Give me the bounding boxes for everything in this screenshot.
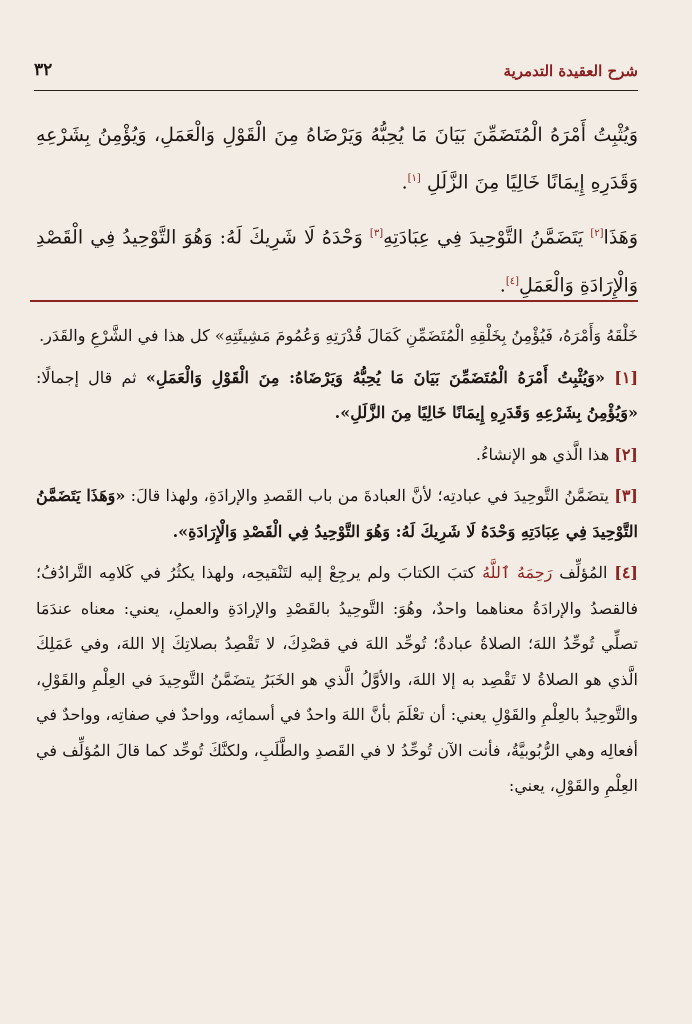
footnote-ref-3: [٣] [369, 228, 384, 240]
main-paragraph-1: وَيُثْبِتُ أَمْرَهُ الْمُتَضَمِّنَ بَيَانَ مَا يُحِبُّهُ وَيَرْضَاهُ مِنَ الْقَوْلِ وَالْعَمَلِ، وَيُؤْمِنُ بِشَرْعِهِ وَقَدَرِهِ إِيمَانًا خَالِيًا مِنَ الزَّلَلِ [١]. [36, 124, 638, 194]
footnote-ref-2: [٢] [590, 228, 604, 240]
note-3-number: [٣] [614, 486, 638, 505]
commentary-intro [36, 318, 638, 354]
main-paragraph-2: وَهَذَا[٢] يَتَضَمَّنُ التَّوْحِيدَ فِي عِبَادَتِهِ[٣] وَحْدَهُ لَا شَرِيكَ لَهُ: وَهُوَ التَّوْحِيدُ فِي الْقَصْدِ وَالْإِرَادَةِ وَالْعَمَلِ[٤]. [36, 226, 638, 296]
note-1-text: ثم قال إجمالًا: [36, 367, 137, 387]
commentary-intro-text: خَلْقَهُ وَأَمْرَهُ، فَيُؤْمِنُ بِخَلْقِهِ الْمُتَضَمِّنِ كَمَالَ قُدْرَتِهِ وَعُمُومَ مَشِيئَتِهِ» كل هذا في الشَّرْعِ والقَدَر. [39, 326, 638, 345]
running-header [34, 56, 638, 91]
note-2-number: [٢] [614, 444, 638, 464]
section-divider [30, 300, 638, 302]
main-paragraph-2-mid: يَتَضَمَّنُ التَّوْحِيدَ فِي عِبَادَتِهِ [383, 226, 584, 249]
commentary-note-4 [36, 555, 638, 804]
main-text [36, 114, 638, 315]
commentary-note-1 [36, 360, 638, 431]
note-2-text: هذا الَّذي هو الإنشاءُ. [475, 444, 610, 464]
note-1-number: [١] [614, 367, 639, 387]
note-4-lead: المُؤلِّف [559, 563, 608, 582]
footnote-ref-4: [٤] [505, 275, 520, 287]
note-1-quote-2: «وَيُؤْمِنُ بِشَرْعِهِ وَقَدَرِهِ إِيمَانًا خَالِيًا مِنَ الزَّلَلِ». [334, 403, 638, 422]
note-3-text: يتضَمَّنُ التَّوحِيدَ في عبادتِه؛ لأنَّ العبادةَ من باب القَصدِ والإرادَةِ، ولهذا قالَ: [130, 486, 609, 505]
commentary-note-3 [36, 478, 638, 549]
main-paragraph-2-lead: وَهَذَا [603, 226, 638, 249]
commentary-note-2 [36, 437, 638, 473]
footnote-ref-1: [١] [407, 173, 421, 184]
book-title: شرح العقيدة التدمرية [503, 62, 638, 80]
note-1-quote: «وَيُثْبِتُ أَمْرَهُ الْمُتَضَمِّنَ بَيَانَ مَا يُحِبُّهُ وَيَرْضَاهُ: مِنَ الْقَوْلِ وَالْعَمَلِ» [145, 367, 606, 387]
page-number: ٣٢ [34, 60, 53, 80]
note-4-number: [٤] [614, 563, 638, 582]
note-4-text: كتبَ الكتابَ ولم يرجِعْ إليه لتَنْقيحِه، ولهذا يكثُرُ في كَلامِه التَّرادُفُ؛ فالقصدُ والإرادَةُ معناهما واحدٌ، وهُوَ: التَّوحِيدُ بالقَصْدِ والإرادَةِ والعملِ، يعني: معناه عندَمَا تصلِّي تُوحِّدُ اللهَ؛ الصلاةُ عبادةٌ؛ تُوحِّد اللهَ في قصْدِكَ، لا تَقْصِدُ بصلاتِكَ إلا اللهَ، وفي عَمَلِكَ الَّذي هو الصلاةُ لا تَقْصِد به إلا اللهَ، والأوَّلُ الَّذي هو الخَبَرُ يتضَمَّنُ التَّوحِيدَ في العِلْمِ والقَوْلِ، والتَّوحِيدُ بالعِلْمِ والقَوْلِ يعني: أن تعْلَمَ بأنَّ اللهَ واحدٌ في أسمائِه، وواحدٌ في صفاتِه، وواحدٌ في أفعالِه وهي الرُّبُوبيَّةُ، فأنت الآن تُوحِّدُ لا في القَصدِ والطَّلَبِ، ولكنَّكَ تُوحِّد كما قالَ المُؤلِّف في العِلْمِ والقَوْلِ، يعني: [36, 563, 638, 795]
commentary [36, 318, 638, 810]
note-3-quote: «وَهَذَا يَتَضَمَّنُ التَّوْحِيدَ فِي عِبَادَتِهِ وَحْدَهُ لَا شَرِيكَ لَهُ: وَهُوَ التَّوْحِيدُ فِي الْقَصْدِ وَالْإِرَادَةِ». [36, 486, 638, 541]
main-paragraph-2-rest: وَحْدَهُ لَا شَرِيكَ لَهُ: وَهُوَ التَّوْحِيدُ فِي الْقَصْدِ وَالْإِرَادَةِ وَالْعَمَلِ [36, 226, 638, 296]
main-paragraph-1-text: وَيُثْبِتُ أَمْرَهُ الْمُتَضَمِّنَ بَيَانَ مَا يُحِبُّهُ وَيَرْضَاهُ مِنَ الْقَوْلِ وَالْعَمَلِ، وَيُؤْمِنُ بِشَرْعِهِ وَقَدَرِهِ إِيمَانًا خَالِيًا مِنَ الزَّلَلِ [36, 124, 638, 194]
note-4-honorific: رَحِمَهُ ٱللَّهُ [482, 563, 553, 582]
